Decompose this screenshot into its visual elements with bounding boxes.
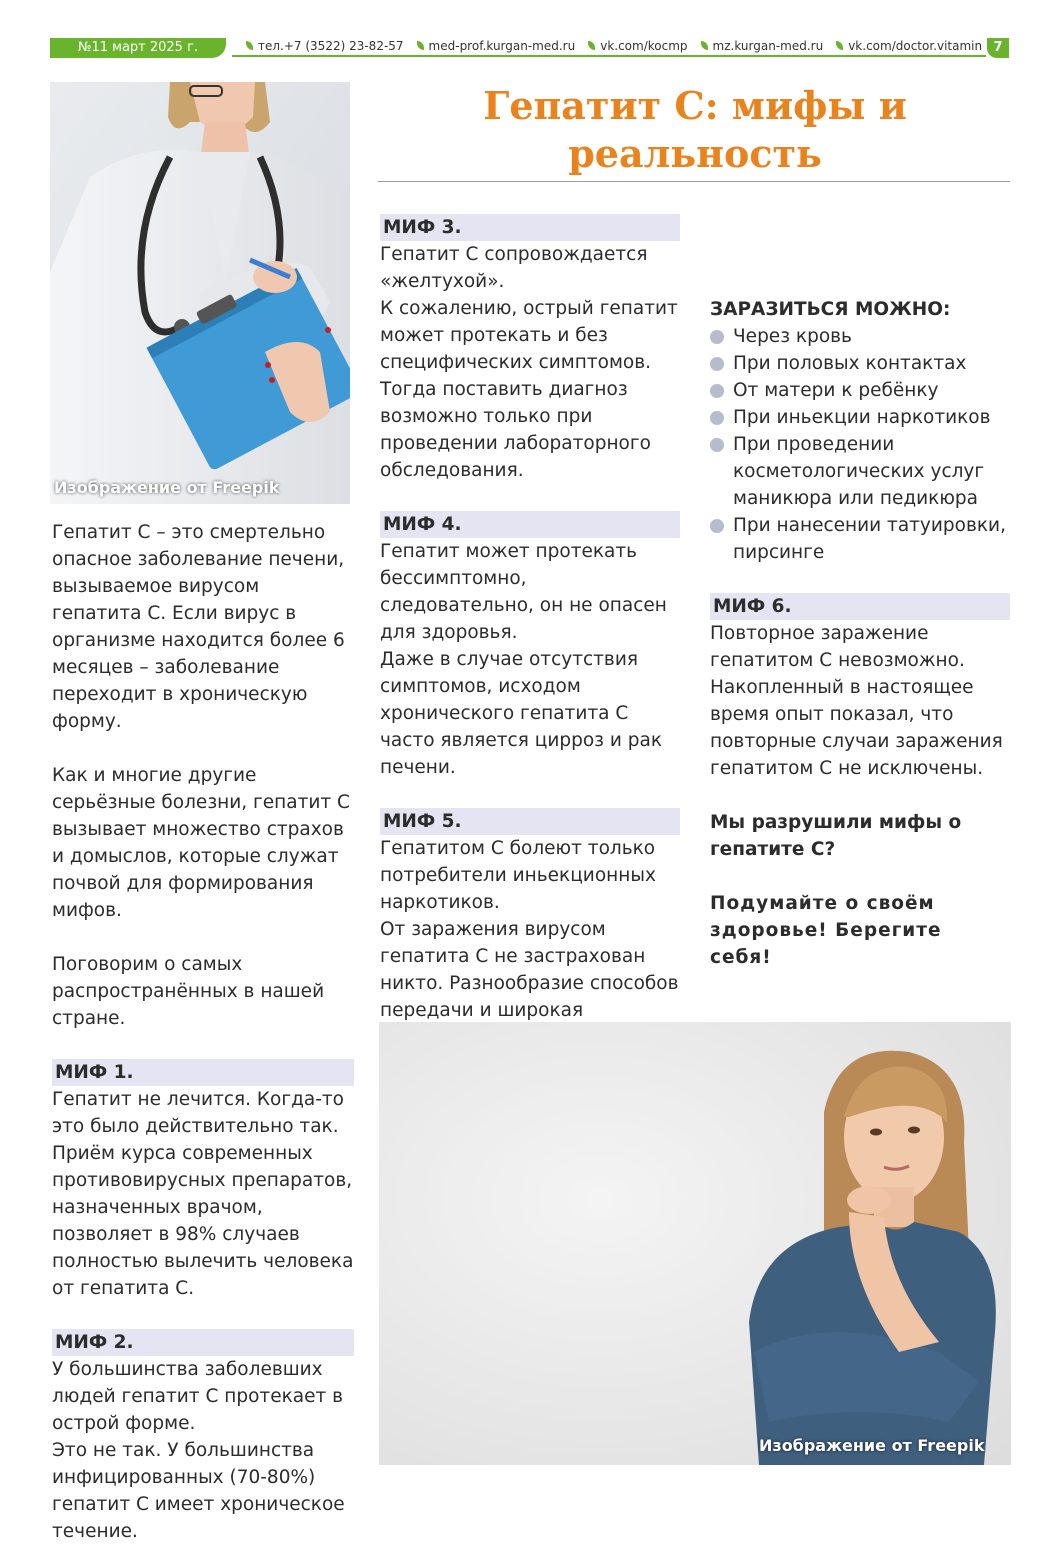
myth-3-answer: К сожалению, острый гепатит может протекать и без специфических симптомов. Тогда поставить диагноз возможно только при проведении лабораторного обследования.: [380, 298, 678, 481]
header-divider: [232, 55, 986, 57]
contact-bar: [246, 37, 986, 54]
article-title: [380, 82, 1010, 178]
myth-4-heading: МИФ 4.: [380, 511, 680, 538]
contact-site[interactable]: med-prof.kurgan-med.ru: [417, 39, 576, 53]
infection-item: При половых контактах: [710, 350, 1010, 377]
column-right: [710, 296, 1010, 971]
doctor-photo: [50, 82, 350, 504]
title-divider: [378, 181, 1010, 182]
infection-item: При иньекции наркотиков: [710, 404, 1010, 431]
myth-6-claim: Повторное заражение гепатитом С невозможно.: [710, 623, 965, 671]
title-line-1: Гепатит С: мифы и: [483, 83, 907, 128]
myth-6-answer: Накопленный в настоящее время опыт показал, что повторные случаи заражения гепатитом С не исключены.: [710, 677, 1003, 779]
page-number: 7: [987, 38, 1009, 58]
myth-4-claim: Гепатит может протекать бессимптомно, следовательно, он не опасен для здоровья.: [380, 541, 667, 643]
doctor-photo-credit: Изображение от Freepik: [54, 478, 280, 497]
infection-item: Через кровь: [710, 323, 1010, 350]
woman-illustration: [379, 1022, 1011, 1465]
column-middle: [380, 214, 680, 1159]
myth-5-claim: Гепатитом С болеют только потребители иньекционных наркотиков.: [380, 838, 656, 913]
myth-5-answer: От заражения вирусом гепатита С не застрахован никто. Разнообразие способов передачи и широкая: [380, 919, 679, 1021]
infection-item: От матери к ребёнку: [710, 377, 1010, 404]
leaf-icon: [836, 41, 843, 50]
leaf-icon: [246, 41, 253, 50]
myth-2-heading: МИФ 2.: [52, 1329, 354, 1356]
intro-paragraph-3: Поговорим о самых распространённых в нашей стране.: [52, 954, 325, 1029]
contact-vk-doctor[interactable]: vk.com/doctor.vitamin: [836, 39, 982, 53]
intro-paragraph-1: Гепатит С – это смертельно опасное заболевание печени, вызываемое вирусом гепатита С. Если вирус в организме находится более 6 месяцев – заболевание переходит в хроническую форму.: [52, 522, 345, 732]
myth-1-text: Гепатит не лечится. Когда-то это было действительно так. Приём курса современных противовирусных препаратов, назначенных врачом, позволяет в 98% случаев полностью вылечить человека от гепатита С.: [52, 1089, 354, 1299]
myth-3-claim: Гепатит С сопровождается «желтухой».: [380, 244, 648, 292]
woman-photo-credit: Изображение от Freepik: [759, 1436, 985, 1455]
closing-appeal: Подумайте о своём здоровье! Берегите себя!: [710, 893, 942, 968]
infection-heading: ЗАРАЗИТЬСЯ МОЖНО:: [710, 299, 951, 320]
leaf-icon: [417, 41, 424, 50]
title-line-2: реальность: [568, 131, 822, 176]
myth-5-heading: МИФ 5.: [380, 808, 680, 835]
contact-phone[interactable]: тел.+7 (3522) 23-82-57: [246, 39, 404, 53]
myth-2-claim: У большинства заболевших людей гепатит С протекает в острой форме.: [52, 1359, 344, 1434]
contact-vk-kocmp[interactable]: vk.com/kocmp: [588, 39, 687, 53]
contact-mz-site[interactable]: mz.kurgan-med.ru: [701, 39, 824, 53]
leaf-icon: [701, 41, 708, 50]
issue-label: №11 март 2025 г.: [50, 38, 226, 58]
myth-2-answer: Это не так. У большинства инфицированных (70-80%) гепатит С имеет хроническое течение.: [52, 1440, 345, 1542]
doctor-illustration: [50, 82, 350, 504]
leaf-icon: [588, 41, 595, 50]
infection-item: При нанесении татуировки, пирсинге: [710, 512, 1010, 566]
closing-question: Мы разрушили мифы о гепатите С?: [710, 812, 962, 860]
infection-list: [710, 323, 1010, 566]
myth-4-answer: Даже в случае отсутствия симптомов, исходом хронического гепатита С часто является цирроз и рак печени.: [380, 649, 663, 778]
thinking-woman-photo: [379, 1022, 1011, 1465]
myth-1-heading: МИФ 1.: [52, 1059, 354, 1086]
intro-paragraph-2: Как и многие другие серьёзные болезни, гепатит С вызывает множество страхов и домыслов, которые служат почвой для формирования мифов.: [52, 765, 350, 921]
myth-6-heading: МИФ 6.: [710, 593, 1010, 620]
column-left: [52, 519, 354, 1545]
infection-item: При проведении косметологических услуг маникюра или педикюра: [710, 431, 1010, 512]
myth-3-heading: МИФ 3.: [380, 214, 680, 241]
